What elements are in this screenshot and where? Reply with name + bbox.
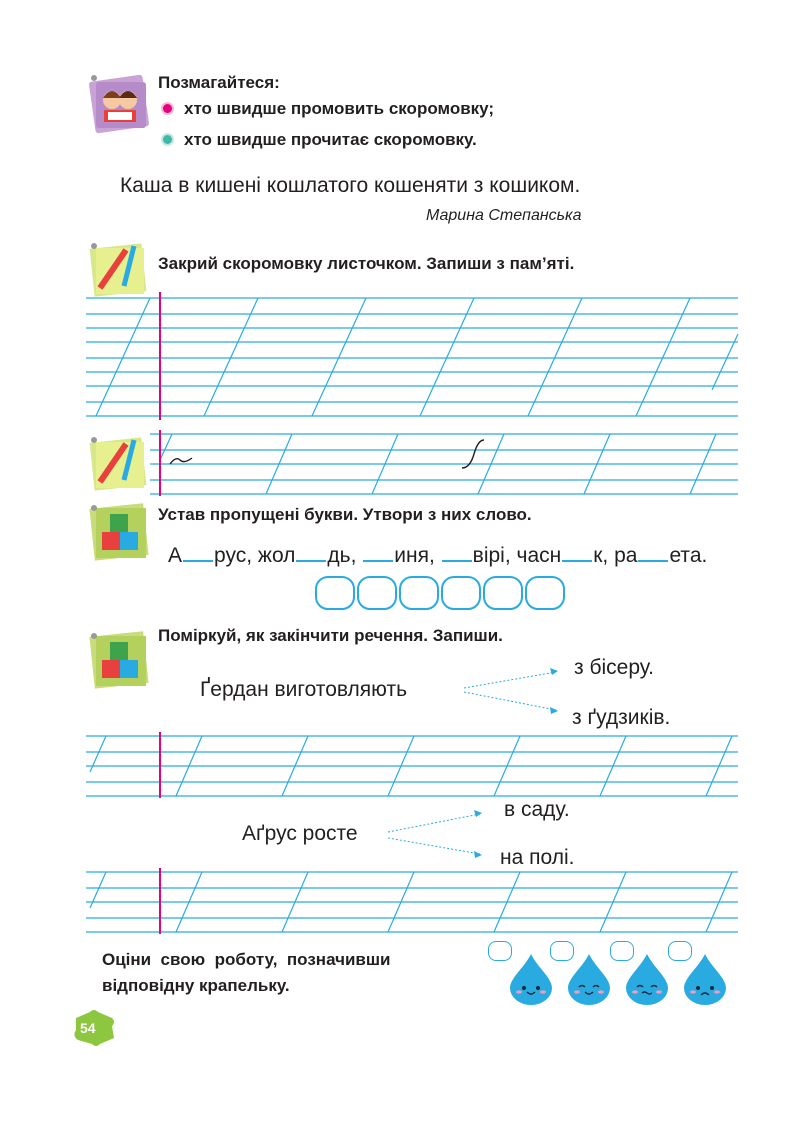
section1-heading: Позмагайтеся: <box>158 73 280 92</box>
handwriting-lines-block-1 <box>0 290 800 430</box>
section4-instruction: Поміркуй, як закінчити речення. Запиши. <box>158 626 503 645</box>
self-assessment-line1: Оціни свою роботу, позначивши <box>102 950 391 969</box>
abc-blocks-icon <box>86 500 150 562</box>
pencil-note-icon <box>86 238 150 298</box>
handwriting-sample-1 <box>170 458 192 464</box>
word-part: дь, <box>327 544 363 567</box>
sentence1-option2: з ґудзиків. <box>572 706 671 729</box>
bullet-item-1: хто швидше промовить скоромовку; <box>184 99 495 118</box>
choice-arrows-2 <box>384 806 494 862</box>
word-part: вірі, часн <box>472 544 562 567</box>
word-part: А <box>168 544 183 567</box>
blank-field[interactable] <box>363 542 393 562</box>
handwriting-lines-block-3 <box>0 730 800 800</box>
word-part: иня, <box>394 544 441 567</box>
handwriting-lines-block-2 <box>0 428 800 498</box>
sad-drop-icon[interactable] <box>682 952 728 1006</box>
sentence2-option1: в саду. <box>504 798 570 821</box>
bullet-dot-teal <box>163 135 172 144</box>
answer-letter-box[interactable] <box>357 576 397 610</box>
answer-letter-box[interactable] <box>441 576 481 610</box>
answer-letter-box[interactable] <box>483 576 523 610</box>
content-drop-icon[interactable] <box>566 952 612 1006</box>
page-number: 54 <box>80 1020 96 1036</box>
answer-letter-box[interactable] <box>525 576 565 610</box>
handwriting-lines-block-4 <box>0 866 800 936</box>
blank-field[interactable] <box>442 542 472 562</box>
answer-letter-box[interactable] <box>315 576 355 610</box>
missing-letters-exercise <box>168 542 707 568</box>
section2-instruction: Закрий скоромовку листочком. Запиши з пам’яті. <box>158 254 575 273</box>
self-assessment-line2: відповідну крапельку. <box>102 976 290 995</box>
section3-instruction: Устав пропущені букви. Утвори з них слово. <box>158 505 532 524</box>
sentence1-option1: з бісеру. <box>574 656 655 679</box>
happy-drop-icon[interactable] <box>508 952 554 1006</box>
blank-field[interactable] <box>296 542 326 562</box>
blank-field[interactable] <box>183 542 213 562</box>
word-part: к, ра <box>593 544 638 567</box>
word-part: рус, жол <box>214 544 296 567</box>
blank-field[interactable] <box>562 542 592 562</box>
word-part: ета. <box>669 544 708 567</box>
neutral-drop-icon[interactable] <box>624 952 670 1006</box>
blank-field[interactable] <box>638 542 668 562</box>
author-name: Марина Степанська <box>426 207 582 224</box>
sentence2-option2: на полі. <box>500 846 575 869</box>
choice-arrows-1 <box>460 664 570 720</box>
children-reading-icon <box>86 72 152 134</box>
answer-letter-box[interactable] <box>399 576 439 610</box>
sentence2-start: Аґрус росте <box>242 822 358 845</box>
bullet-item-2: хто швидше прочитає скоромовку. <box>184 130 477 149</box>
sentence1-start: Ґердан виготовляють <box>200 678 408 701</box>
abc-blocks-icon <box>86 628 150 690</box>
bullet-dot-pink <box>163 104 172 113</box>
tongue-twister-text: Каша в кишені кошлатого кошеняти з кошиком. <box>120 174 581 197</box>
